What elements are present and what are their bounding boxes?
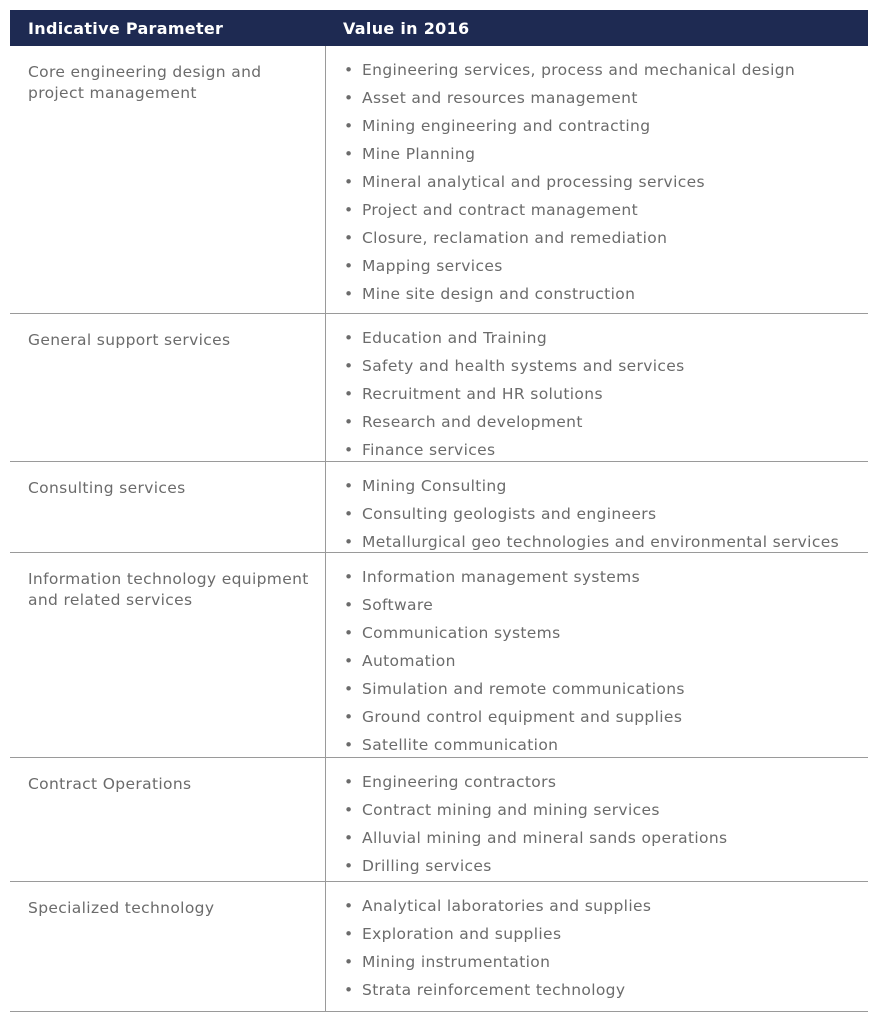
bullet-icon: • xyxy=(344,477,354,495)
bullet-icon: • xyxy=(344,329,354,347)
bullet-icon: • xyxy=(344,925,354,943)
list-item: • Mine site design and construction xyxy=(344,280,868,308)
list-item: • Mining engineering and contracting xyxy=(344,112,868,140)
bullet-icon: • xyxy=(344,533,354,551)
row-value-list xyxy=(325,553,868,757)
bullet-icon: • xyxy=(344,117,354,135)
list-item: • Finance services xyxy=(344,436,868,464)
bullet-icon: • xyxy=(344,357,354,375)
list-item: • Engineering services, process and mechanical design xyxy=(344,56,868,84)
list-item: • Education and Training xyxy=(344,324,868,352)
row-parameter: Specialized technology xyxy=(28,899,215,917)
list-item: • Satellite communication xyxy=(344,731,868,759)
table-row xyxy=(10,462,868,553)
bullet-icon: • xyxy=(344,953,354,971)
bullet-icon: • xyxy=(344,897,354,915)
list-item: • Drilling services xyxy=(344,852,868,880)
bullet-icon: • xyxy=(344,285,354,303)
list-item: • Information management systems xyxy=(344,563,868,591)
table-row xyxy=(10,314,868,462)
row-parameter: General support services xyxy=(28,331,231,349)
list-item: • Recruitment and HR solutions xyxy=(344,380,868,408)
list-item: • Asset and resources management xyxy=(344,84,868,112)
row-parameter: Core engineering design and project management xyxy=(28,63,262,102)
list-item: • Mining Consulting xyxy=(344,472,868,500)
bullet-icon: • xyxy=(344,257,354,275)
services-table xyxy=(10,10,868,1012)
row-value-list xyxy=(325,462,868,552)
row-parameter: Consulting services xyxy=(28,479,186,497)
list-item: • Strata reinforcement technology xyxy=(344,976,868,1004)
bullet-icon: • xyxy=(344,801,354,819)
row-value-list xyxy=(325,46,868,313)
list-item: • Exploration and supplies xyxy=(344,920,868,948)
list-item: • Mineral analytical and processing services xyxy=(344,168,868,196)
table-row xyxy=(10,882,868,1012)
bullet-icon: • xyxy=(344,596,354,614)
list-item: • Alluvial mining and mineral sands operations xyxy=(344,824,868,852)
bullet-icon: • xyxy=(344,145,354,163)
header-indicative-parameter: Indicative Parameter xyxy=(28,18,224,38)
bullet-icon: • xyxy=(344,173,354,191)
list-item: • Project and contract management xyxy=(344,196,868,224)
bullet-icon: • xyxy=(344,201,354,219)
bullet-icon: • xyxy=(344,829,354,847)
bullet-icon: • xyxy=(344,652,354,670)
row-parameter: Information technology equipment and related services xyxy=(28,570,309,609)
row-value-list xyxy=(325,314,868,461)
list-item: • Automation xyxy=(344,647,868,675)
table-row xyxy=(10,553,868,758)
bullet-icon: • xyxy=(344,229,354,247)
list-item: • Safety and health systems and services xyxy=(344,352,868,380)
row-value-list xyxy=(325,882,868,1011)
list-item: • Metallurgical geo technologies and environmental services xyxy=(344,528,868,556)
list-item: • Engineering contractors xyxy=(344,768,868,796)
bullet-icon: • xyxy=(344,385,354,403)
bullet-icon: • xyxy=(344,505,354,523)
table-header xyxy=(10,10,868,46)
table-row xyxy=(10,46,868,314)
list-item: • Mapping services xyxy=(344,252,868,280)
bullet-icon: • xyxy=(344,857,354,875)
bullet-icon: • xyxy=(344,981,354,999)
list-item: • Mining instrumentation xyxy=(344,948,868,976)
bullet-icon: • xyxy=(344,568,354,586)
row-value-list xyxy=(325,758,868,881)
list-item: • Simulation and remote communications xyxy=(344,675,868,703)
list-item: • Mine Planning xyxy=(344,140,868,168)
bullet-icon: • xyxy=(344,708,354,726)
bullet-icon: • xyxy=(344,61,354,79)
list-item: • Software xyxy=(344,591,868,619)
list-item: • Ground control equipment and supplies xyxy=(344,703,868,731)
list-item: • Communication systems xyxy=(344,619,868,647)
list-item: • Contract mining and mining services xyxy=(344,796,868,824)
bullet-icon: • xyxy=(344,441,354,459)
bullet-icon: • xyxy=(344,736,354,754)
header-value-in-2016: Value in 2016 xyxy=(343,18,470,38)
list-item: • Research and development xyxy=(344,408,868,436)
table-row xyxy=(10,758,868,882)
bullet-icon: • xyxy=(344,89,354,107)
list-item: • Consulting geologists and engineers xyxy=(344,500,868,528)
bullet-icon: • xyxy=(344,413,354,431)
list-item: • Analytical laboratories and supplies xyxy=(344,892,868,920)
list-item: • Closure, reclamation and remediation xyxy=(344,224,868,252)
row-parameter: Contract Operations xyxy=(28,775,192,793)
bullet-icon: • xyxy=(344,680,354,698)
bullet-icon: • xyxy=(344,624,354,642)
bullet-icon: • xyxy=(344,773,354,791)
